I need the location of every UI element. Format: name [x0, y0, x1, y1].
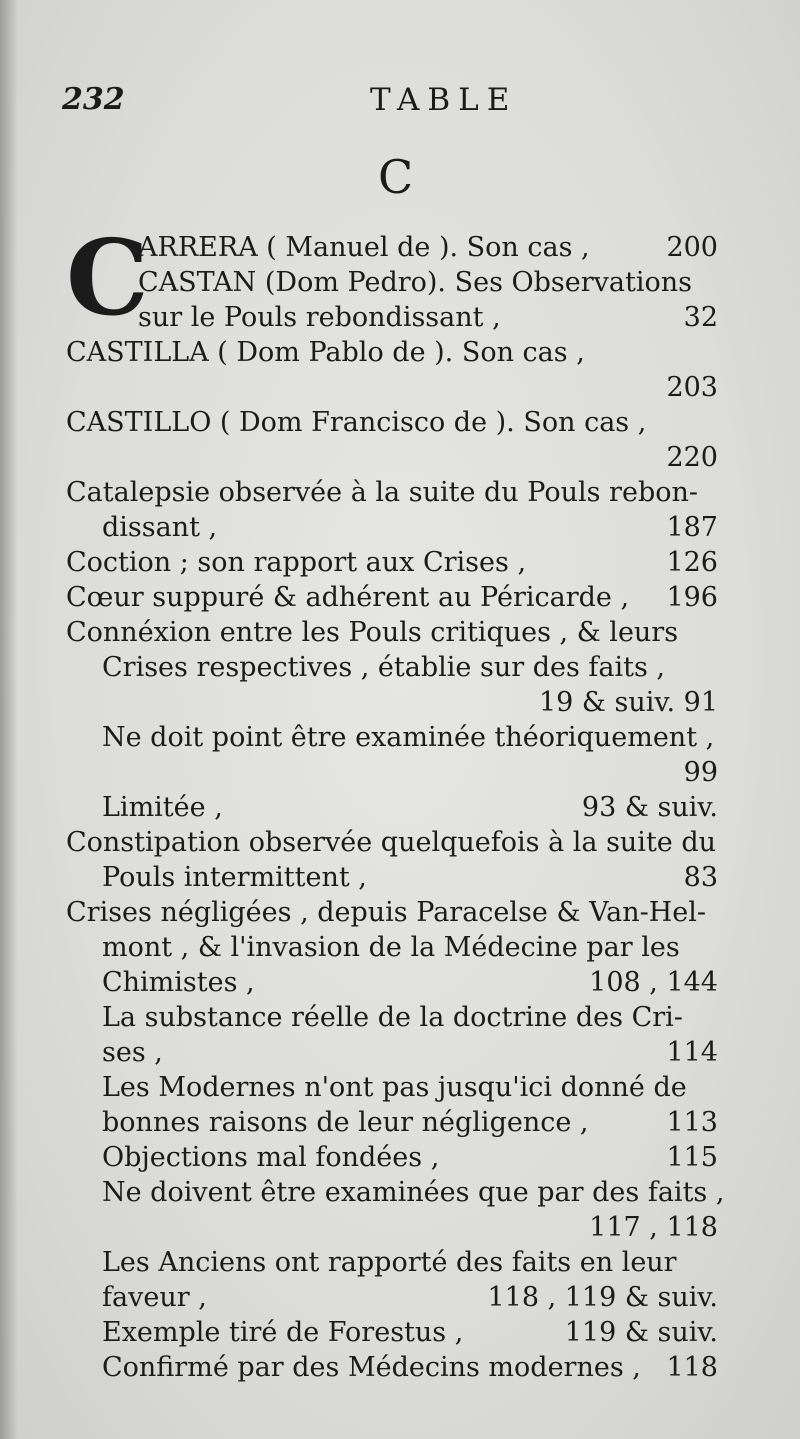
index-line-text: Limitée , — [102, 792, 223, 823]
index-line — [66, 1000, 718, 1035]
index-line — [66, 1210, 718, 1245]
index-line-page: 117 , 118 — [589, 1212, 718, 1243]
index-line-text: Ne doivent être examinées que par des faits , — [102, 1177, 725, 1208]
index-line-page: 115 — [666, 1142, 718, 1173]
index-line-text: Objections mal fondées , — [102, 1142, 440, 1173]
index-line-page: 118 , 119 & suiv. — [487, 1282, 718, 1313]
index-line-text: CASTILLA ( Dom Pablo de ). Son cas , — [66, 337, 585, 368]
index-line-text: Exemple tiré de Forestus , — [102, 1317, 464, 1348]
index-line-text: La substance réelle de la doctrine des Cri- — [102, 1002, 683, 1033]
index-line — [66, 335, 718, 370]
index-line-page: 99 — [683, 757, 718, 788]
index-line-text: Pouls intermittent , — [102, 862, 367, 893]
index-line-page: 114 — [666, 1037, 718, 1068]
index-line — [66, 545, 718, 580]
index-line — [66, 860, 718, 895]
index-line-text: Les Modernes n'ont pas jusqu'ici donné de — [102, 1072, 687, 1103]
index-line-text: Confirmé par des Médecins modernes , — [102, 1352, 641, 1383]
index-line — [66, 1175, 725, 1210]
index-line-text: dissant , — [102, 512, 218, 543]
index-line-page: 108 , 144 — [589, 967, 718, 998]
index-line-text: Constipation observée quelquefois à la suite du — [66, 827, 717, 858]
index-line-page: 83 — [683, 862, 718, 893]
index-line-text: Ne doit point être examinée théoriquement , — [102, 722, 715, 753]
index-line — [66, 720, 718, 755]
index-entries — [66, 230, 725, 1385]
index-line — [66, 370, 718, 405]
index-line-text: faveur , — [102, 1282, 207, 1313]
index-line-text: Catalepsie observée à la suite du Pouls rebon- — [66, 477, 698, 508]
index-line-page: 118 — [666, 1352, 718, 1383]
index-line-page: 187 — [666, 512, 718, 543]
index-line — [66, 1105, 718, 1140]
index-line-text: Crises respectives , établie sur des faits , — [102, 652, 665, 683]
index-line — [66, 1035, 718, 1070]
index-line — [66, 650, 718, 685]
index-line — [66, 440, 718, 475]
index-line — [66, 300, 718, 335]
index-line-text: ses , — [102, 1037, 163, 1068]
index-line-page: 126 — [666, 547, 718, 578]
index-line — [66, 615, 718, 650]
running-title: TABLE — [370, 82, 518, 118]
index-line — [66, 1280, 718, 1315]
index-line — [66, 510, 718, 545]
index-line — [66, 1350, 718, 1385]
index-line-text: sur le Pouls rebondissant , — [138, 302, 501, 333]
index-line — [66, 755, 718, 790]
index-line — [66, 825, 718, 860]
index-line-text: Chimistes , — [102, 967, 255, 998]
index-line — [66, 1140, 718, 1175]
index-line-page: 220 — [666, 442, 718, 473]
index-line — [66, 685, 718, 720]
index-line-text: Cœur suppuré & adhérent au Péricarde , — [66, 582, 630, 613]
index-line — [66, 790, 718, 825]
index-line-page: 19 & suiv. 91 — [538, 687, 718, 718]
page-gutter-shadow — [0, 0, 18, 1439]
index-line — [66, 895, 718, 930]
index-line — [66, 1070, 718, 1105]
index-line-text: CASTAN (Dom Pedro). Ses Observations — [138, 267, 693, 298]
index-line-text: CASTILLO ( Dom Francisco de ). Son cas , — [66, 407, 647, 438]
index-line — [66, 580, 718, 615]
index-line — [66, 265, 718, 300]
section-letter: C — [378, 150, 414, 204]
index-line — [66, 475, 718, 510]
index-line — [66, 1315, 718, 1350]
page-header — [62, 78, 722, 128]
page-number: 232 — [62, 82, 125, 117]
index-line — [66, 930, 718, 965]
index-line-text: bonnes raisons de leur négligence , — [102, 1107, 589, 1138]
index-line-text: Coction ; son rapport aux Crises , — [66, 547, 527, 578]
index-line-page: 93 & suiv. — [581, 792, 718, 823]
index-line-page: 196 — [666, 582, 718, 613]
index-line-page: 113 — [666, 1107, 718, 1138]
index-line-text: Crises négligées , depuis Paracelse & Van-Hel- — [66, 897, 706, 928]
index-line — [66, 965, 718, 1000]
index-line-text: Connéxion entre les Pouls critiques , & leurs — [66, 617, 679, 648]
index-line-page: 32 — [683, 302, 718, 333]
index-line-text: mont , & l'invasion de la Médecine par les — [102, 932, 680, 963]
drop-cap: C — [66, 216, 149, 339]
index-line-page: 200 — [666, 232, 718, 263]
index-line-page: 119 & suiv. — [564, 1317, 718, 1348]
index-line-page: 203 — [666, 372, 718, 403]
index-line — [66, 230, 718, 265]
index-line — [66, 405, 718, 440]
index-line-text: Les Anciens ont rapporté des faits en leur — [102, 1247, 677, 1278]
index-line — [66, 1245, 718, 1280]
index-line-text: ARRERA ( Manuel de ). Son cas , — [138, 232, 590, 263]
